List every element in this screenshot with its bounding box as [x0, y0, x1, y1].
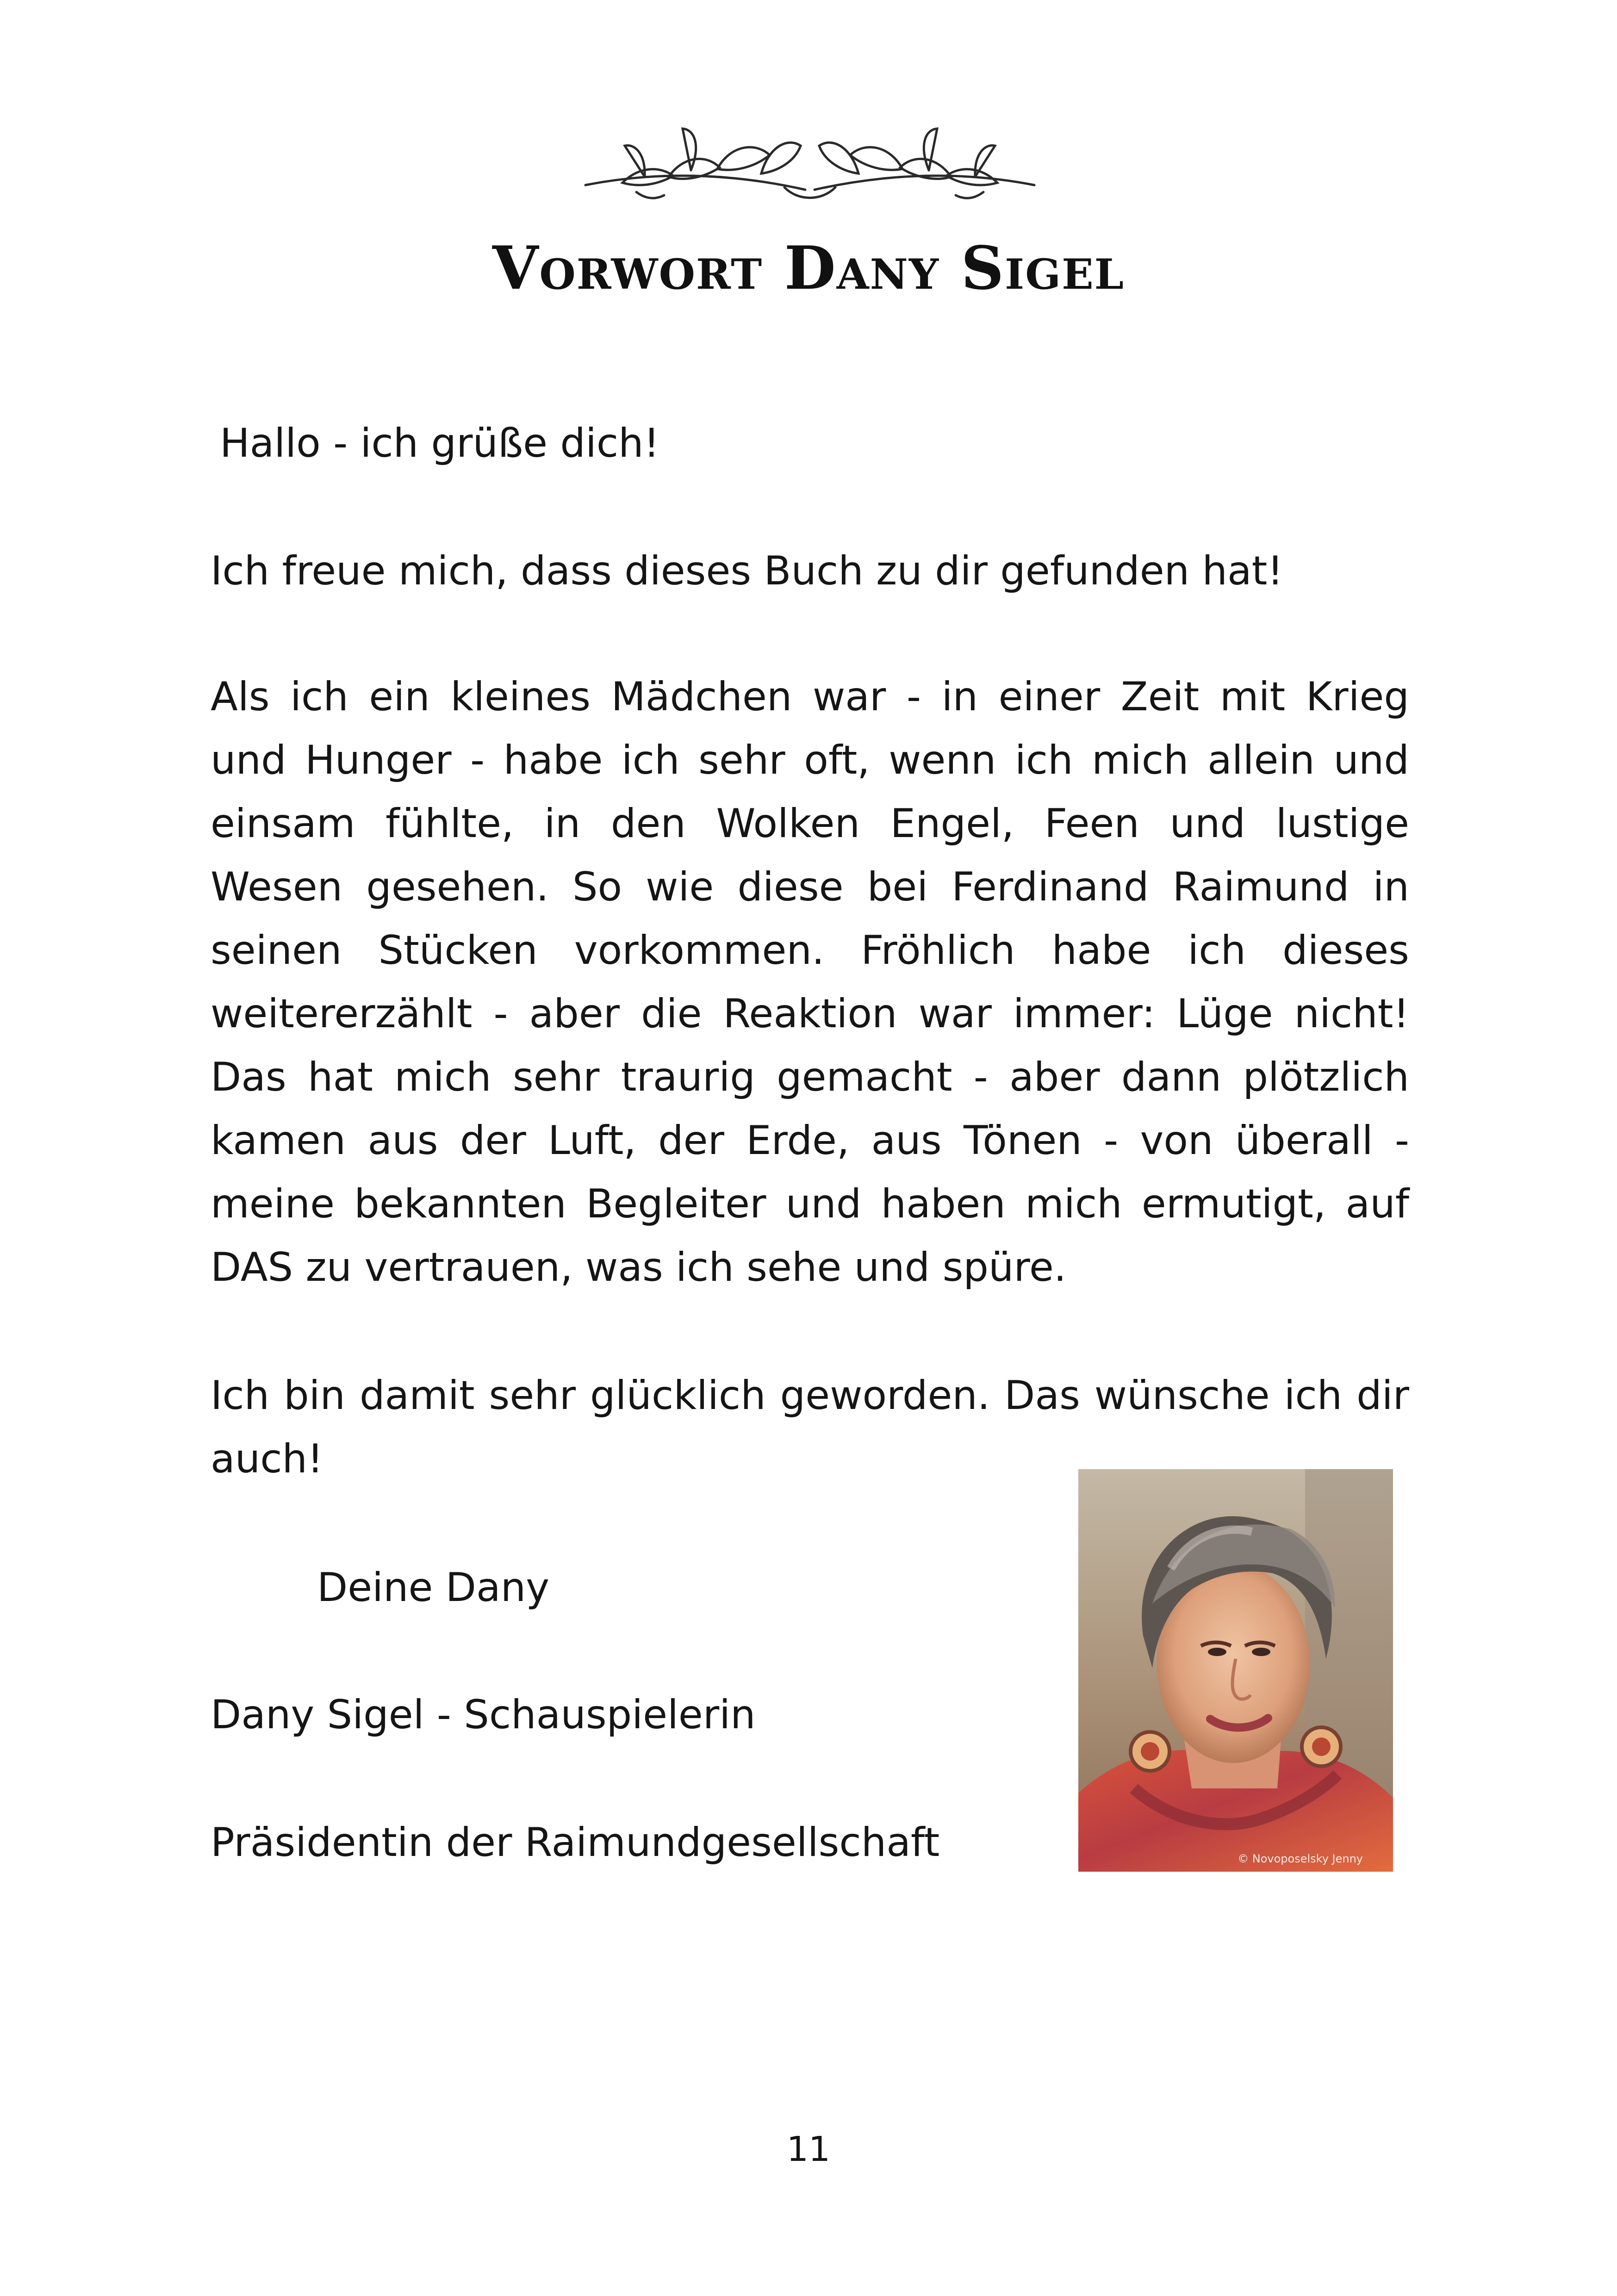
closing-paragraph: Ich bin damit sehr glücklich geworden. Das wünsche ich dir auch! [211, 1372, 1409, 1482]
author-photo [1078, 1469, 1393, 1872]
author-title-line: Präsidentin der Raimundgesellschaft [211, 1819, 940, 1866]
intro-line: Ich freue mich, dass dieses Buch zu dir gefunden hat! [211, 548, 1283, 594]
author-role-line: Dany Sigel - Schauspielerin [211, 1692, 756, 1738]
signature-line: Deine Dany [317, 1564, 550, 1611]
story-paragraph: Als ich ein kleines Mädchen war - in einer Zeit mit Krieg und Hunger - habe ich sehr oft, wenn ich mich allein und einsam fühlte, in den Wolken Engel, Feen und lustige Wesen gesehen. So wie diese bei Ferdinand Raimund in seinen Stücken vorkommen. Fröhlich habe ich dieses weitererzählt - aber die Reaktion war immer: Lüge nicht! Das hat mich sehr traurig gemacht - aber dann plötzlich kamen aus der Luft, der Erde, aus Tönen - von überall - meine bekannten Begleiter und haben mich ermutigt, auf DAS zu vertrauen, was ich sehe und spüre. [211, 674, 1409, 1291]
photo-credit: © Novoposelsky Jenny [1238, 1852, 1363, 1865]
laurel-branch-icon [567, 116, 1053, 208]
portrait-photo [1078, 1469, 1393, 1872]
greeting-line: Hallo - ich grüße dich! [220, 420, 660, 466]
page-title: Vorwort Dany Sigel [492, 234, 1125, 303]
page-number: 11 [786, 2129, 831, 2169]
